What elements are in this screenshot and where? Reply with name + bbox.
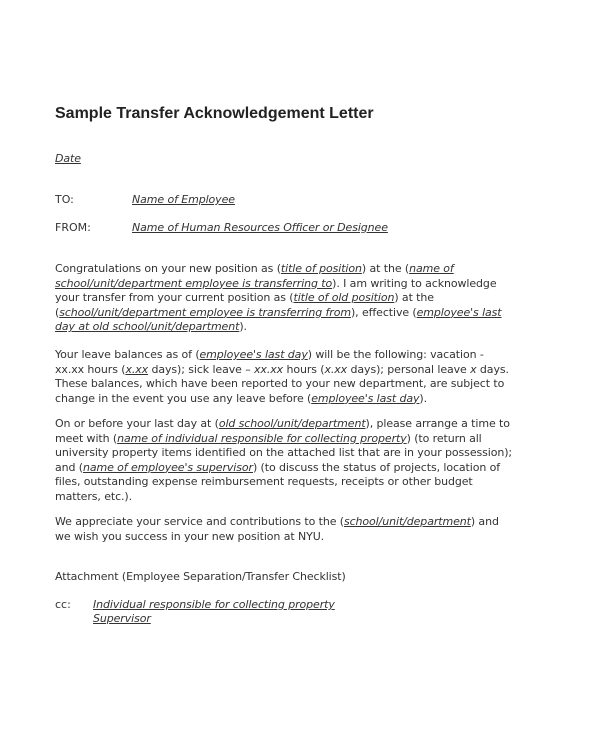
paragraph-line: [55, 530, 324, 543]
text-segment: ).: [419, 391, 428, 405]
paragraph-line: [55, 446, 512, 459]
paragraph-line: [55, 475, 473, 488]
placeholder-field: title of old position: [293, 291, 395, 305]
paragraph-line: [55, 515, 499, 528]
text-segment: Your leave balances as of (: [55, 348, 200, 361]
paragraph-line: [55, 277, 496, 290]
placeholder-field: name of individual responsible for collecting property: [117, 431, 407, 445]
text-segment: ), please arrange a time to: [365, 417, 510, 430]
placeholder-field: name of employee's supervisor: [82, 460, 253, 474]
paragraph-line: [55, 348, 484, 361]
placeholder-field: school/unit/department: [343, 515, 471, 528]
text-segment: meet with (: [55, 431, 118, 445]
text-segment: Attachment (Employee Separation/Transfer Checklist): [55, 570, 346, 583]
date-placeholder: Date: [55, 152, 81, 165]
text-segment: university property items identified on the attached list that are in your possession);: [55, 446, 513, 460]
text-segment: ) (to discuss the status of projects, location of: [252, 460, 501, 474]
text-segment: ) and: [470, 515, 499, 528]
to-label: TO:: [55, 193, 74, 206]
text-segment: days.: [476, 362, 509, 376]
text-segment: and (: [55, 460, 83, 474]
text-segment: ). I am writing to acknowledge: [332, 276, 497, 290]
text-segment: ), effective (: [350, 305, 417, 319]
paragraph-line: [55, 291, 434, 304]
placeholder-field: employee's last day: [311, 391, 420, 405]
text-segment: Congratulations on your new position as (: [55, 262, 281, 275]
text-segment: x.xx: [324, 362, 348, 376]
text-segment: On or before your last day at (: [55, 417, 219, 430]
placeholder-field: day at old school/unit/department: [55, 320, 240, 334]
text-segment: We appreciate your service and contributions to the (: [55, 515, 344, 528]
placeholder-field: title of position: [280, 262, 362, 275]
from-value: Name of Human Resources Officer or Designee: [132, 221, 388, 234]
text-segment: ) will be the following: vacation -: [307, 348, 484, 361]
paragraph-line: [55, 262, 454, 275]
text-segment: x: [470, 362, 477, 376]
text-segment: hours (: [283, 362, 325, 376]
placeholder-field: name of: [409, 262, 454, 275]
text-segment: your transfer from your current position as (: [55, 291, 294, 305]
paragraph-line: [55, 417, 510, 430]
paragraph-line: [55, 377, 504, 390]
text-segment: ) at the: [394, 291, 434, 305]
text-segment: xx.xx hours (: [55, 362, 126, 376]
text-segment: ).: [239, 320, 247, 334]
cc-label: cc:: [55, 598, 71, 611]
placeholder-field: x.xx: [125, 362, 149, 376]
text-segment: days); personal leave: [347, 362, 471, 376]
to-value: Name of Employee: [132, 193, 235, 206]
text-segment: xx.xx: [254, 362, 284, 376]
paragraph-line: [55, 320, 247, 333]
paragraph-line: [55, 306, 502, 319]
text-segment: matters, etc.).: [55, 490, 133, 503]
placeholder-field: employee's last day: [199, 348, 308, 361]
from-label: FROM:: [55, 221, 91, 234]
text-segment: change in the event you use any leave before (: [55, 391, 312, 405]
cc-item: Individual responsible for collecting property: [93, 598, 335, 611]
text-segment: ) at the (: [361, 262, 410, 275]
text-segment: files, outstanding expense reimbursement requests, receipts or other budget: [55, 475, 473, 489]
text-segment: we wish you success in your new position at NYU.: [55, 529, 325, 543]
paragraph-line: [55, 490, 132, 503]
cc-item: Supervisor: [93, 612, 151, 625]
text-segment: ) (to return all: [406, 431, 482, 445]
placeholder-field: old school/unit/department: [218, 417, 366, 430]
text-segment: days); sick leave –: [148, 362, 254, 376]
paragraph-line: [55, 461, 500, 474]
placeholder-field: school/unit/department employee is transferring from: [59, 305, 351, 319]
paragraph-line: [55, 570, 346, 583]
placeholder-field: school/unit/department employee is transferring to: [55, 276, 333, 290]
paragraph-line: [55, 363, 509, 376]
letter-title: Sample Transfer Acknowledgement Letter: [55, 105, 374, 122]
paragraph-line: [55, 392, 427, 405]
placeholder-field: employee's last: [416, 305, 502, 319]
text-segment: (: [55, 305, 60, 319]
text-segment: These balances, which have been reported to your new department, are subject to: [55, 377, 505, 391]
paragraph-line: [55, 432, 482, 445]
